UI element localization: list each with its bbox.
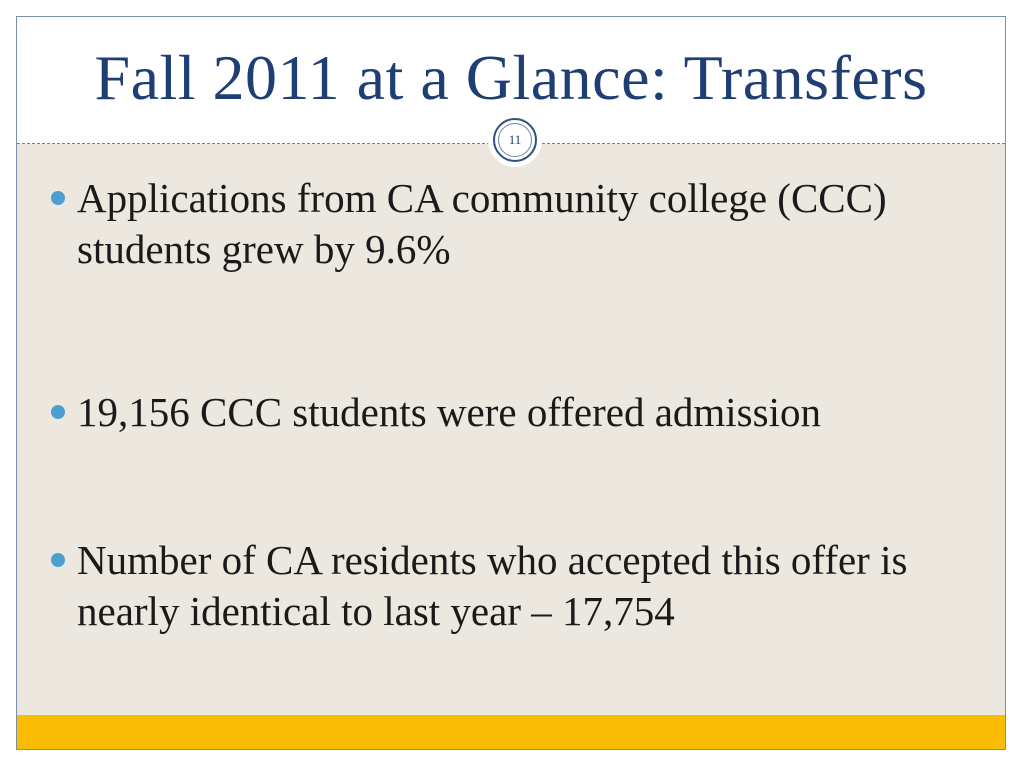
page-number-circle — [493, 118, 537, 162]
bullet-dot-icon — [51, 405, 65, 419]
bullet-dot-icon — [51, 553, 65, 567]
slide — [16, 16, 1006, 750]
page-number-badge — [488, 113, 542, 167]
bullet-text: 19,156 CCC students were offered admission — [77, 389, 821, 435]
footer-accent-bar — [17, 715, 1005, 749]
page-number: 11 — [508, 132, 522, 147]
bullet-text: Applications from CA community college (CCC) students grew by 9.6% — [77, 175, 887, 272]
bullet-item — [51, 387, 991, 438]
slide-title: Fall 2011 at a Glance: Transfers — [94, 42, 928, 113]
bullet-item — [51, 173, 991, 275]
bullet-text: Number of CA residents who accepted this offer is nearly identical to last year – 17,754 — [77, 537, 908, 634]
bullet-dot-icon — [51, 191, 65, 205]
bullet-item — [51, 535, 991, 637]
